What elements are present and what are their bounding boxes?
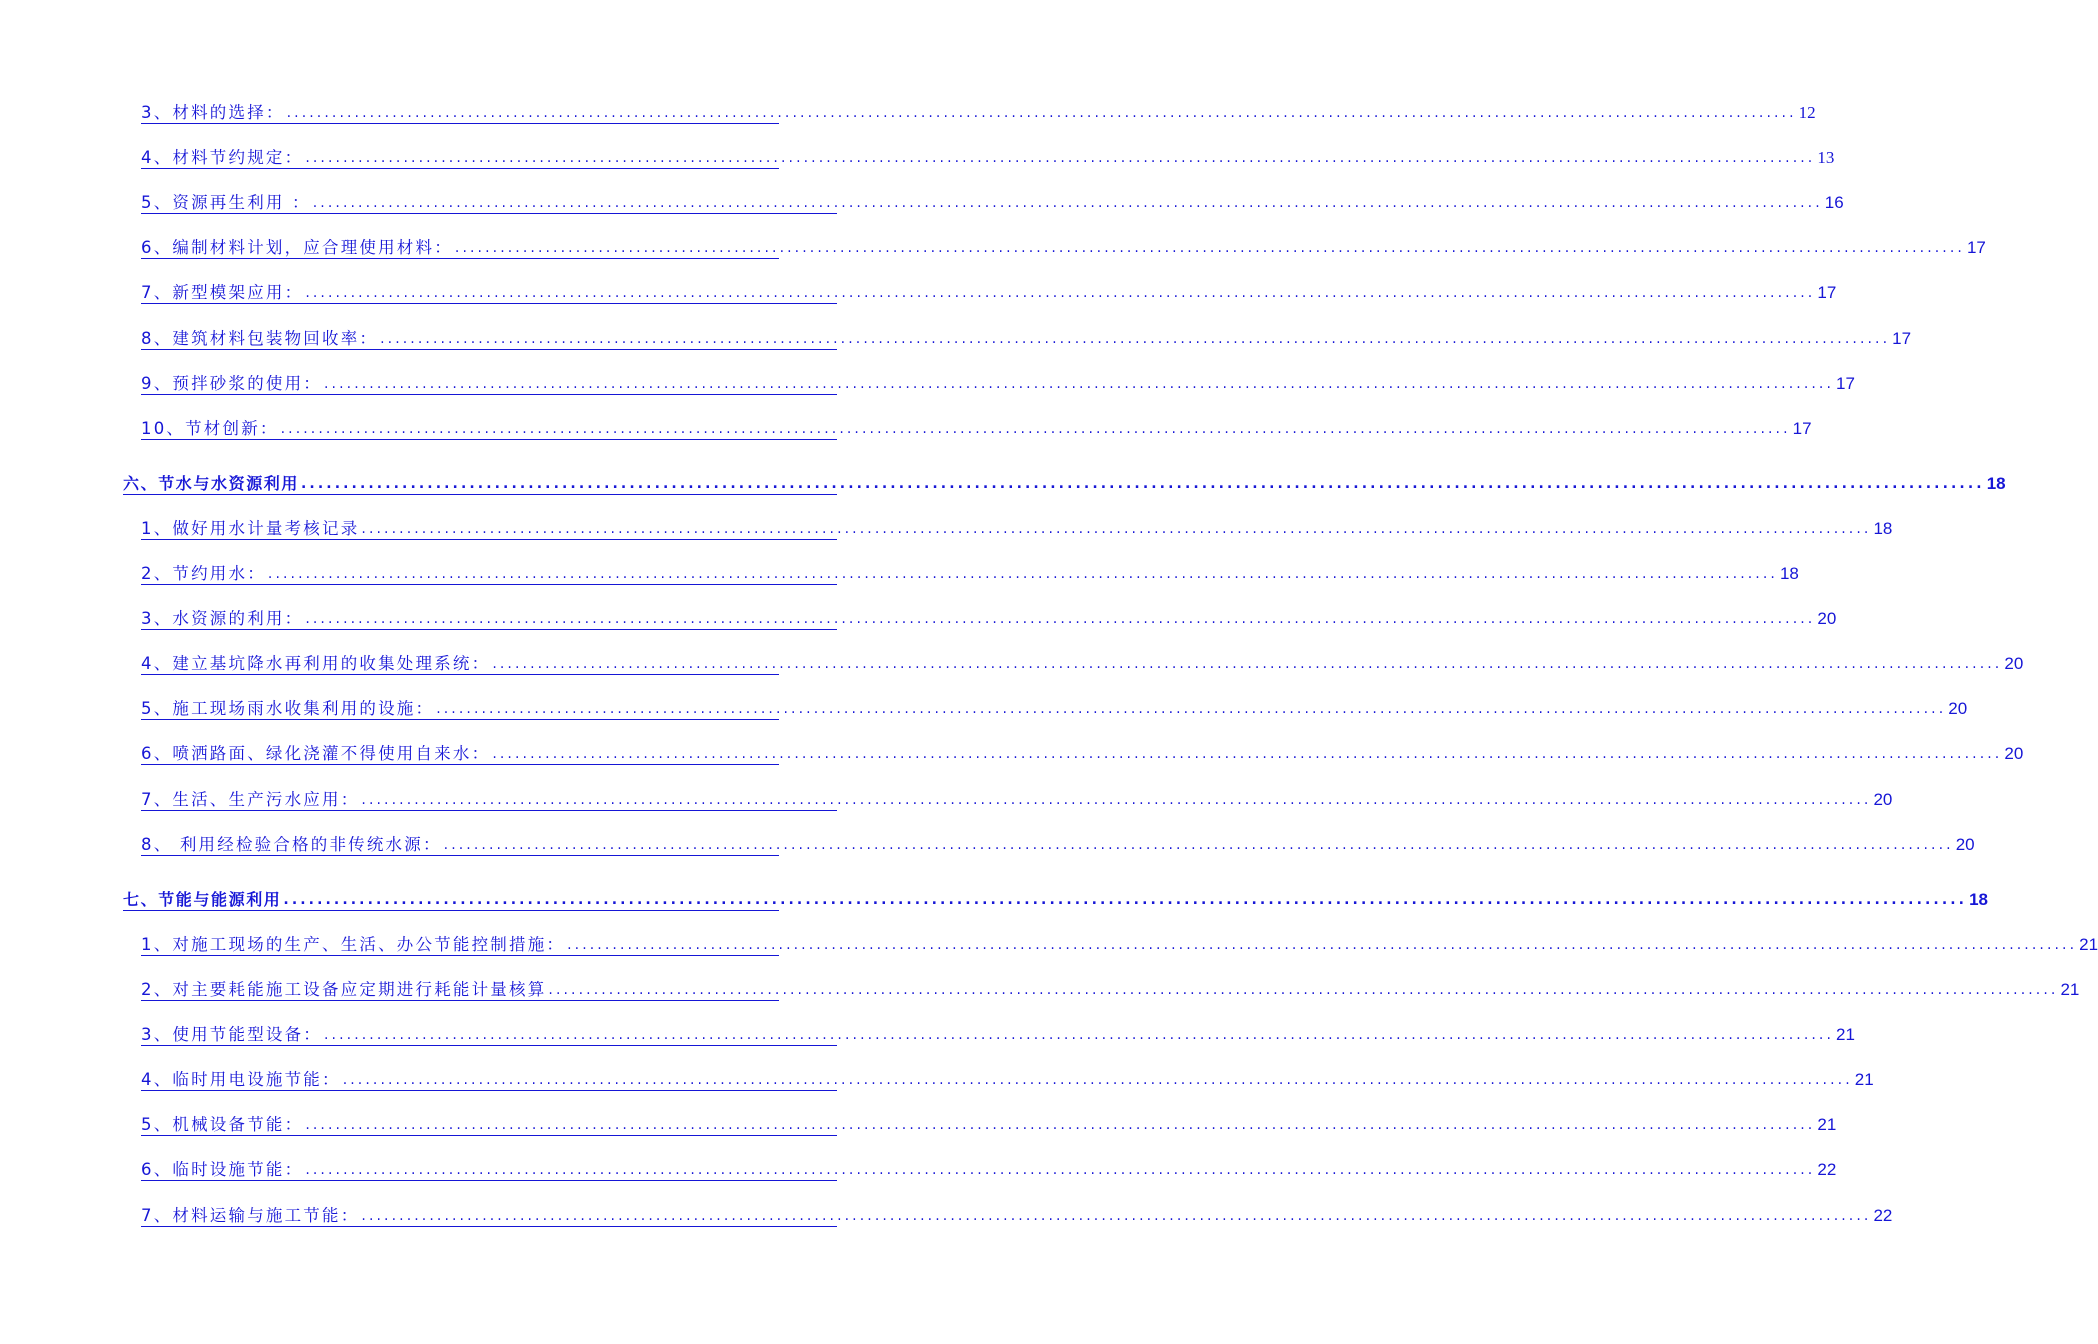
toc-entry-label: 10、节材创新： (141, 419, 279, 438)
toc-entry-page: 12 (1798, 103, 1816, 122)
dot-leader: ........................................................................................................................................................................................................ (312, 195, 1823, 211)
toc-entry-page: 18 (1779, 564, 1799, 583)
toc-entry-5-resource-recycling[interactable] (141, 191, 1844, 214)
toc-entry-5-machinery-energy[interactable] (141, 1113, 1837, 1136)
toc-entry-label: 6、临时设施节能： (141, 1160, 304, 1179)
toc-entry-label: 5、资源再生利用 ： (141, 193, 311, 212)
dot-leader: ........................................................................................................................................................................................................ (286, 105, 1797, 121)
toc-entry-label: 5、机械设备节能： (141, 1115, 304, 1134)
toc-entry-page: 18 (1986, 474, 2006, 493)
toc-entry-page: 20 (2004, 744, 2024, 763)
dot-leader: ........................................................................................................................................................................................................ (305, 1117, 1816, 1133)
dot-leader: ........................................................................................................................................................................................................ (492, 656, 2003, 672)
dot-leader: ........................................................................................................................................................................................................ (361, 1208, 1872, 1224)
dot-leader: ........................................................................................................................................................................................................ (324, 1027, 1835, 1043)
toc-entry-page: 21 (1836, 1025, 1855, 1044)
toc-entry-3-material-selection[interactable] (141, 101, 1816, 124)
toc-entry-page: 18 (1969, 890, 1988, 909)
toc-entry-7-transport-energy[interactable] (141, 1204, 1893, 1227)
dot-leader: ........................................................................................................................................................................................................ (361, 521, 1872, 537)
toc-entry-label: 4、临时用电设施节能： (141, 1070, 341, 1089)
toc-entry-label: 6、编制材料计划，应合理使用材料： (141, 238, 453, 257)
toc-section-label: 七、节能与能源利用 (123, 890, 282, 909)
toc-entry-label: 1、做好用水计量考核记录 (141, 519, 360, 538)
dot-leader: ........................................................................................................................................................................................................ (342, 1072, 1853, 1088)
toc-entry-1-water-metering[interactable] (141, 517, 1893, 540)
toc-entry-label: 8、 利用经检验合格的非传统水源： (141, 835, 442, 854)
dot-leader: ........................................................................................................................................................................................................ (380, 331, 1891, 347)
toc-entry-5-rainwater-collection[interactable] (141, 697, 1968, 720)
dot-leader: ........................................................................................................................................................................................................ (280, 421, 1791, 437)
toc-entry-label: 8、建筑材料包装物回收率： (141, 329, 379, 348)
toc-entry-4-material-saving[interactable] (141, 146, 1835, 169)
toc-entry-page: 20 (2004, 654, 2024, 673)
toc-entry-page: 21 (1817, 1115, 1837, 1134)
toc-entry-8-packaging-recovery[interactable] (141, 327, 1912, 350)
toc-entry-2-energy-metering[interactable] (141, 978, 2080, 1001)
dot-leader: ........................................................................................................................................................................................................ (305, 611, 1816, 627)
dot-leader: ........................................................................................................................................................................................................ (267, 566, 1778, 582)
toc-entry-2-water-saving[interactable] (141, 562, 1799, 585)
dot-leader: ........................................................................................................................................................................................................ (454, 240, 1965, 256)
toc-entry-7-new-formwork[interactable] (141, 281, 1837, 304)
toc-entry-3-water-use[interactable] (141, 607, 1837, 630)
toc-entry-page: 22 (1817, 1160, 1837, 1179)
dot-leader: ........................................................................................................................................................................................................ (305, 150, 1816, 166)
toc-entry-label: 3、水资源的利用： (141, 609, 304, 628)
toc-entry-label: 9、预拌砂浆的使用： (141, 374, 322, 393)
toc-entry-page: 20 (1817, 609, 1837, 628)
toc-entry-page: 18 (1873, 519, 1893, 538)
toc-entry-label: 4、建立基坑降水再利用的收集处理系统： (141, 654, 491, 673)
toc-entry-page: 17 (1836, 374, 1855, 393)
toc-entry-6-no-tap-water[interactable] (141, 742, 2024, 765)
toc-entry-7-wastewater-use[interactable] (141, 788, 1893, 811)
dot-leader: ........................................................................................................................................................................................................ (361, 792, 1872, 808)
toc-section-7-energy-saving[interactable] (123, 888, 1988, 911)
toc-entry-page: 17 (1817, 283, 1837, 302)
toc-entry-8-nontraditional-water[interactable] (141, 833, 1975, 856)
toc-entry-label: 7、材料运输与施工节能： (141, 1206, 360, 1225)
toc-entry-label: 3、材料的选择： (141, 103, 285, 122)
dot-leader: ........................................................................................................................................................................................................ (305, 1162, 1816, 1178)
toc-entry-page: 20 (1873, 790, 1893, 809)
toc-entry-page: 17 (1892, 329, 1912, 348)
dot-leader: ........................................................................................................................................................................................................ (548, 982, 2059, 998)
toc-entry-6-temp-facilities[interactable] (141, 1158, 1837, 1181)
toc-entry-page: 16 (1824, 193, 1844, 212)
toc-entry-3-efficient-equipment[interactable] (141, 1023, 1855, 1046)
toc-entry-page: 21 (2060, 980, 2080, 999)
toc-entry-6-material-plan[interactable] (141, 236, 1986, 259)
toc-entry-page: 20 (1948, 699, 1968, 718)
toc-entry-9-premixed-mortar[interactable] (141, 372, 1855, 395)
toc-entry-label: 7、新型模架应用： (141, 283, 304, 302)
toc-entry-label: 5、施工现场雨水收集利用的设施： (141, 699, 435, 718)
toc-entry-page: 20 (1955, 835, 1975, 854)
dot-leader: ........................................................................................................................................................................................................ (443, 837, 1954, 853)
toc-entry-label: 3、使用节能型设备： (141, 1025, 322, 1044)
toc-entry-label: 1、对施工现场的生产、生活、办公节能控制措施： (141, 935, 566, 954)
toc-section-6-water-saving[interactable] (123, 472, 2006, 495)
toc-entry-page: 17 (1792, 419, 1812, 438)
toc-entry-10-material-innovation[interactable] (141, 417, 1812, 440)
toc-entry-1-site-energy-control[interactable] (141, 933, 2098, 956)
toc-entry-label: 2、节约用水： (141, 564, 266, 583)
toc-entry-page: 22 (1873, 1206, 1893, 1225)
toc-entry-page: 17 (1966, 238, 1986, 257)
toc-entry-label: 7、生活、生产污水应用： (141, 790, 360, 809)
toc-entry-label: 2、对主要耗能施工设备应定期进行耗能计量核算 (141, 980, 547, 999)
toc-entry-4-temp-power[interactable] (141, 1068, 1874, 1091)
dot-leader: ........................................................................................................................................................................................................ (283, 892, 1968, 908)
dot-leader: ........................................................................................................................................................................................................ (567, 937, 2078, 953)
toc-entry-page: 21 (1854, 1070, 1874, 1089)
dot-leader: ........................................................................................................................................................................................................ (301, 476, 1985, 492)
toc-section-label: 六、节水与水资源利用 (123, 474, 300, 493)
toc-entry-label: 4、材料节约规定： (141, 148, 304, 167)
toc-entry-4-dewatering-reuse[interactable] (141, 652, 2024, 675)
toc-entry-label: 6、喷洒路面、绿化浇灌不得使用自来水： (141, 744, 491, 763)
dot-leader: ........................................................................................................................................................................................................ (492, 746, 2003, 762)
toc-entry-page: 21 (2079, 935, 2098, 954)
toc-entry-page: 13 (1817, 148, 1835, 167)
dot-leader: ........................................................................................................................................................................................................ (305, 285, 1816, 301)
dot-leader: ........................................................................................................................................................................................................ (324, 376, 1835, 392)
dot-leader: ........................................................................................................................................................................................................ (436, 701, 1947, 717)
